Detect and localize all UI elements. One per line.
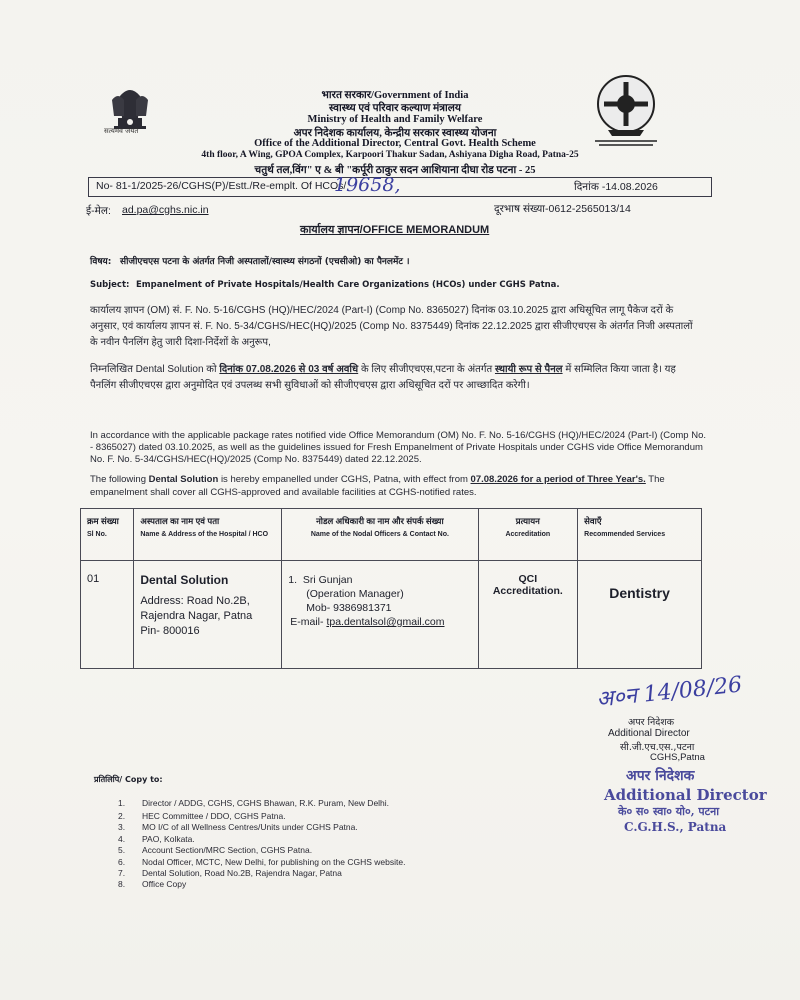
th-services-en: Recommended Services	[584, 531, 666, 538]
copy-to-num: 6.	[118, 857, 126, 867]
para2-text-c: में सम्मिलित किया जाता है। यह पैनलिंग सीजीएचएस द्वारा अनुमोदित एवं उपलब्ध सभी सुविधाओं को सीजीएचएस द्वारा अधिसूचित दरों पर आच्छादित करेगी।	[90, 364, 676, 391]
list-item	[118, 834, 195, 844]
handwritten-number: 19658,	[334, 174, 401, 196]
email-label: ई-मेल:	[86, 205, 111, 217]
para-english-2	[90, 473, 710, 499]
list-item	[118, 845, 312, 855]
copy-to-text: Account Section/MRC Section, CGHS Patna.	[142, 845, 313, 855]
reference-number: No- 81-1/2025-26/CGHS(P)/Estt./Re-emplt. Of HCOs/	[96, 180, 347, 192]
signature-title-en: Additional Director	[608, 728, 690, 739]
list-item	[118, 857, 405, 867]
stamp-office-hi: के० स० स्वा० यो०, पटना	[618, 805, 720, 818]
subject-en: Empanelment of Private Hospitals/Health Care Organizations (HCOs) under CGHS Patna.	[136, 280, 560, 290]
hospital-pin: Pin- 800016	[140, 625, 200, 637]
signature-handwriting: अ०न 14/08/26	[595, 672, 744, 713]
page-title: कार्यालय ज्ञापन/OFFICE MEMORANDUM	[300, 224, 490, 236]
cell-hospital	[134, 561, 282, 669]
list-item	[118, 811, 286, 821]
email-link[interactable]: ad.pa@cghs.nic.in	[122, 204, 209, 216]
signature-title-hi: अपर निदेशक	[628, 717, 675, 728]
list-item	[118, 879, 186, 889]
th-officer-en: Name of the Nodal Officers & Contact No.	[310, 531, 449, 538]
copy-to-num: 8.	[118, 879, 126, 889]
officer-role: (Operation Manager)	[306, 588, 404, 600]
stamp-title-en: Additional Director	[604, 786, 767, 804]
copy-to-num: 2.	[118, 811, 126, 821]
header-address-hi: चतुर्थ तल,विंग" ए & बी "कर्पूरी ठाकुर सदन आशियाना दीघा रोड पटना - 25	[254, 165, 536, 176]
officer-name-line	[288, 573, 471, 587]
hospital-address-2: Rajendra Nagar, Patna	[140, 610, 253, 622]
officer-email[interactable]: tpa.dentalsol@gmail.com	[326, 616, 445, 628]
th-hospital-en: Name & Address of the Hospital / HCO	[140, 531, 269, 538]
th-hospital	[134, 509, 282, 561]
empanelment-table	[80, 508, 702, 669]
header-line-4: अपर निदेशक कार्यालय, केन्द्रीय सरकार स्वास्थ्य योजना	[293, 128, 497, 139]
subject-en-label: Subject:	[90, 280, 130, 290]
list-item	[118, 798, 389, 808]
memo-date: दिनांक -14.08.2026	[574, 181, 658, 193]
officer-email-line	[288, 615, 471, 629]
copy-to-text: Director / ADDG, CGHS, CGHS Bhawan, R.K. Puram, New Delhi.	[142, 798, 390, 808]
th-accreditation-hi: प्रत्यायन	[515, 516, 540, 526]
th-hospital-hi: अस्पताल का नाम एवं पता	[140, 516, 220, 526]
para4-text-c: is hereby empanelled under CGHS, Patna, with effect from	[220, 474, 468, 485]
header-line-3: Ministry of Health and Family Welfare	[307, 114, 483, 125]
header-line-1: भारत सरकार/Government of India	[321, 90, 469, 101]
stamp-office-en: C.G.H.S., Patna	[624, 820, 727, 834]
para4-text-d: The empanelment shall cover all CGHS-approved and available facilities at CGHS-notified rates.	[90, 474, 665, 498]
copy-to-text: Dental Solution, Road No.2B, Rajendra Nagar, Patna	[142, 868, 342, 878]
para-hindi-2	[90, 362, 702, 394]
para-english-1: In accordance with the applicable package rates notified vide Office Memorandum (OM) No. F. No. 5-16/CGHS (HQ)/HEC/2024 (Part-I) (Comp No. - 8365027) dated 03.10.2025, as well as the guidelines issued for Fresh Empanelment of Private Hospitals under CGHS vide Office Memorandum No. F. No. 5-34/CGHS/HEC(HQ)/2025 (Comp No. 8375449) dated 22.12.2025.	[90, 430, 706, 465]
copy-to-num: 5.	[118, 845, 126, 855]
stamp-title-hi: अपर निदेशक	[626, 768, 695, 784]
th-sl-hi: क्रम संख्या	[87, 516, 119, 526]
copy-to-text: MO I/C of all Wellness Centres/Units under CGHS Patna.	[142, 822, 358, 832]
copy-to-text: PAO, Kolkata.	[142, 834, 195, 844]
th-officer	[282, 509, 478, 561]
subject-hi: सीजीएचएस पटना के अंतर्गत निजी अस्पतालों/स्वास्थ्य संगठनों (एचसीओ) का पैनलमेंट ।	[120, 257, 410, 267]
cell-officer	[282, 561, 478, 669]
copy-to-num: 7.	[118, 868, 126, 878]
para4-text-a: The following	[90, 474, 146, 485]
th-sl-en: Sl No.	[87, 531, 107, 538]
officer-email-label: E-mail-	[290, 616, 324, 628]
copy-to-text: Office Copy	[142, 879, 187, 889]
copy-to-text: HEC Committee / DDO, CGHS Patna.	[142, 811, 286, 821]
table-header-row	[81, 509, 702, 561]
copy-to-num: 1.	[118, 798, 126, 808]
signature-office-en: CGHS,Patna	[650, 752, 705, 763]
table-row	[81, 561, 702, 669]
officer-name: Sri Gunjan	[302, 574, 353, 586]
para2-permanent: स्थायी रूप से पैनल	[494, 364, 563, 375]
cell-accreditation: QCI Accreditation.	[478, 561, 578, 669]
copy-to-text: Nodal Officer, MCTC, New Delhi, for publishing on the CGHS website.	[142, 857, 406, 867]
header-address-en: 4th floor, A Wing, GPOA Complex, Karpoori Thakur Sadan, Ashiyana Digha Road, Patna-25	[201, 150, 579, 160]
cell-service: Dentistry	[578, 561, 702, 669]
para2-period: दिनांक 07.08.2026 से 03 वर्ष अवधि	[219, 364, 359, 375]
list-item	[118, 868, 342, 878]
cell-sl: 01	[81, 561, 134, 669]
copy-to-label: प्रतिलिपि/ Copy to:	[94, 775, 163, 784]
th-accreditation	[478, 509, 578, 561]
officer-mobile: Mob- 9386981371	[306, 602, 392, 614]
para4-period: 07.08.2026 for a period of Three Year's.	[470, 474, 646, 485]
hospital-address-1: Address: Road No.2B,	[140, 595, 250, 607]
officer-num: 1.	[288, 574, 298, 586]
header-line-5: Office of the Additional Director, Central Govt. Health Scheme	[254, 138, 536, 149]
th-officer-hi: नोडल अधिकारी का नाम और संपर्क संख्या	[316, 516, 444, 526]
para2-text-a: निम्नलिखित Dental Solution को	[90, 364, 217, 375]
subject-hi-label: विषय:	[90, 257, 112, 267]
para-hindi-1: कार्यालय ज्ञापन (OM) सं. F. No. 5-16/CGHS (HQ)/HEC/2024 (Part-I) (Comp No. 8365027) दिनांक 03.10.2025 द्वारा अधिसूचित लागू पैकेज दरों के अनुसार, एवं कार्यालय ज्ञापन सं. F. No. 5-34/CGHS/HEC(HQ)/2025 (Comp No. 8375449) दिनांक 22.12.2025 द्वारा सीजीएचएस के अंतर्गत निजी अस्पतालों के नवीन पैनलिंग हेतु जारी दिशा-निर्देशों के अनुरूप,	[90, 305, 693, 348]
th-services-hi: सेवाएँ	[584, 516, 602, 526]
copy-to-num: 3.	[118, 822, 126, 832]
list-item	[118, 822, 358, 832]
emblem-caption: सत्यमेव जयते	[104, 127, 139, 135]
th-sl	[81, 509, 134, 561]
th-services	[578, 509, 702, 561]
hospital-name: Dental Solution	[140, 573, 229, 587]
copy-to-num: 4.	[118, 834, 126, 844]
signature-office-hi: सी.जी.एच.एस.,पटना	[620, 742, 695, 753]
th-accreditation-en: Accreditation	[505, 531, 551, 538]
para2-text-b: के लिए सीजीएचएस,पटना के अंतर्गत	[360, 364, 493, 375]
para4-hospital: Dental Solution	[148, 474, 219, 485]
header-line-2: स्वास्थ्य एवं परिवार कल्याण मंत्रालय	[329, 103, 461, 114]
phone-number: दूरभाष संख्या-0612-2565013/14	[494, 203, 631, 215]
